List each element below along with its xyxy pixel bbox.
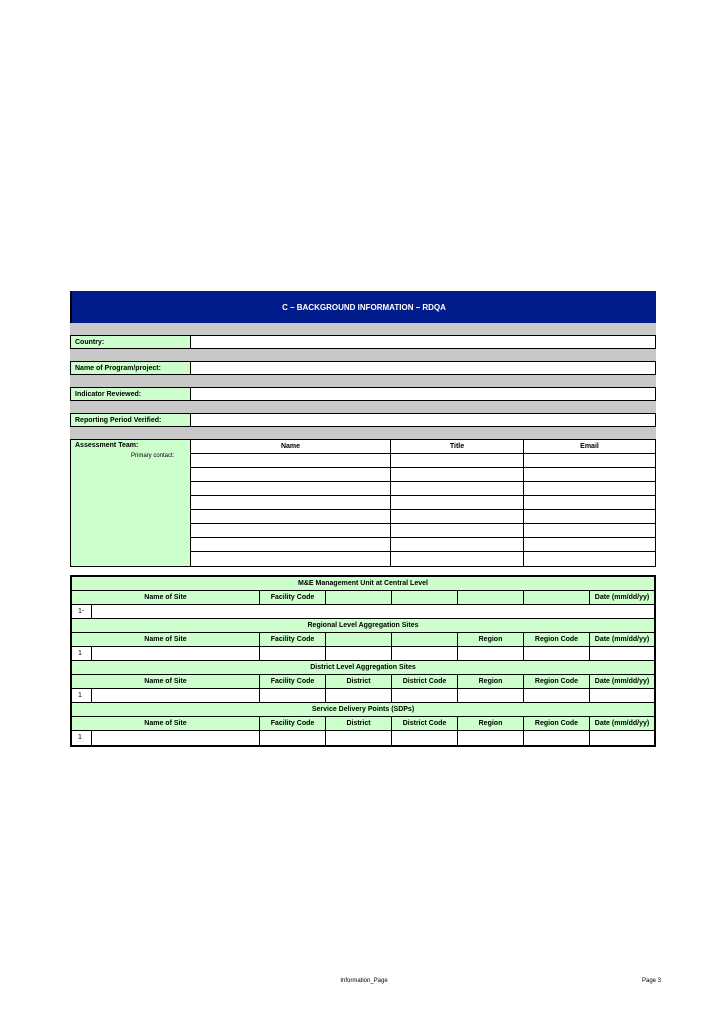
table-cell[interactable]: [92, 605, 654, 618]
program-row: [70, 361, 656, 375]
col-facility-code: Facility Code: [260, 717, 326, 730]
team-cell[interactable]: [191, 468, 391, 482]
team-cell[interactable]: [524, 496, 655, 510]
table-cell[interactable]: [92, 647, 260, 660]
table-cell[interactable]: [326, 731, 392, 745]
country-row: [70, 335, 656, 349]
table-row: [72, 689, 654, 703]
team-cell[interactable]: [191, 552, 391, 566]
section-title-district: District Level Aggregation Sites: [72, 661, 654, 675]
table-cell[interactable]: [590, 689, 654, 702]
team-cell[interactable]: [391, 552, 524, 566]
row-number: 1: [72, 689, 92, 702]
col-region: Region: [458, 633, 524, 646]
team-cell[interactable]: [524, 454, 655, 468]
col-facility-code: Facility Code: [260, 591, 326, 604]
team-cell[interactable]: [524, 538, 655, 552]
country-input[interactable]: [191, 336, 655, 348]
header-row: [72, 591, 654, 605]
table-cell[interactable]: [260, 731, 326, 745]
footer-sheet-name: Information_Page: [340, 978, 388, 984]
col-district: District: [326, 675, 392, 688]
team-cell[interactable]: [191, 524, 391, 538]
section-title-regional: Regional Level Aggregation Sites: [72, 619, 654, 633]
team-cell[interactable]: [191, 538, 391, 552]
table-row: [72, 647, 654, 661]
team-cell[interactable]: [524, 524, 655, 538]
reporting-period-row: [70, 413, 656, 427]
table-row: [72, 731, 654, 745]
separator: [70, 375, 656, 387]
row-number: 1: [72, 647, 92, 660]
row-number: 1: [72, 731, 92, 745]
assessment-team-label-cell: [71, 440, 191, 566]
header-row: [72, 717, 654, 731]
header-row: [72, 675, 654, 689]
team-cell[interactable]: [391, 538, 524, 552]
team-cell[interactable]: [191, 510, 391, 524]
assessment-team-grid: [191, 440, 655, 566]
table-cell[interactable]: [260, 647, 326, 660]
col-name-of-site: Name of Site: [72, 675, 260, 688]
col-blank: [326, 591, 392, 604]
team-cell[interactable]: [191, 482, 391, 496]
section-title-central: M&E Management Unit at Central Level: [72, 577, 654, 591]
separator: [70, 427, 656, 439]
team-cell[interactable]: [391, 496, 524, 510]
team-col-email: Email: [524, 440, 655, 454]
table-cell[interactable]: [458, 647, 524, 660]
team-cell[interactable]: [391, 454, 524, 468]
col-blank: [392, 633, 458, 646]
col-region: Region: [458, 717, 524, 730]
col-blank: [392, 591, 458, 604]
table-cell[interactable]: [524, 689, 590, 702]
table-cell[interactable]: [590, 731, 654, 745]
assessment-team-label: Assessment Team:: [75, 442, 139, 449]
col-name-of-site: Name of Site: [72, 591, 260, 604]
country-label: Country:: [71, 336, 191, 348]
table-cell[interactable]: [392, 689, 458, 702]
team-cell[interactable]: [524, 552, 655, 566]
primary-contact-label: Primary contact:: [131, 453, 175, 459]
team-col-title: Title: [391, 440, 524, 454]
assessment-team-block: [70, 439, 656, 567]
table-cell[interactable]: [458, 689, 524, 702]
col-date: Date (mm/dd/yy): [594, 636, 650, 643]
col-blank: [326, 633, 392, 646]
col-blank: [524, 591, 590, 604]
col-district: District: [326, 717, 392, 730]
section-title-sdp: Service Delivery Points (SDPs): [72, 703, 654, 717]
team-col-name: Name: [191, 440, 391, 454]
team-cell[interactable]: [391, 482, 524, 496]
table-cell[interactable]: [326, 689, 392, 702]
indicator-row: [70, 387, 656, 401]
team-cell[interactable]: [524, 482, 655, 496]
col-name-of-site: Name of Site: [72, 717, 260, 730]
indicator-label: Indicator Reviewed:: [71, 388, 191, 400]
col-facility-code: Facility Code: [260, 633, 326, 646]
separator: [70, 401, 656, 413]
table-cell[interactable]: [392, 731, 458, 745]
table-cell[interactable]: [92, 731, 260, 745]
table-cell[interactable]: [260, 689, 326, 702]
table-cell[interactable]: [326, 647, 392, 660]
team-cell[interactable]: [524, 510, 655, 524]
table-cell[interactable]: [524, 731, 590, 745]
sheet-title: C – BACKGROUND INFORMATION – RDQA: [70, 291, 656, 323]
background-information-sheet: [70, 291, 656, 747]
col-region: Region: [458, 675, 524, 688]
reporting-period-input[interactable]: [191, 414, 655, 426]
reporting-period-label: Reporting Period Verified:: [71, 414, 191, 426]
team-cell[interactable]: [391, 524, 524, 538]
col-facility-code: Facility Code: [260, 675, 326, 688]
team-cell[interactable]: [391, 510, 524, 524]
table-cell[interactable]: [458, 731, 524, 745]
col-name-of-site: Name of Site: [72, 633, 260, 646]
col-region-code: Region Code: [524, 717, 590, 730]
table-cell[interactable]: [524, 647, 590, 660]
separator: [70, 349, 656, 361]
col-date: Date (mm/dd/yy): [594, 720, 650, 727]
header-row: [72, 633, 654, 647]
col-district-code: District Code: [392, 717, 458, 730]
team-cell[interactable]: [191, 496, 391, 510]
col-region-code: Region Code: [524, 633, 590, 646]
indicator-input[interactable]: [191, 388, 655, 400]
team-cell[interactable]: [391, 468, 524, 482]
separator: [70, 323, 656, 335]
col-date: Date (mm/dd/yy): [594, 594, 650, 601]
program-label: Name of Program/project:: [71, 362, 191, 374]
table-cell[interactable]: [392, 647, 458, 660]
row-number: 1-: [72, 605, 92, 618]
table-cell[interactable]: [590, 647, 654, 660]
col-district-code: District Code: [392, 675, 458, 688]
col-region-code: Region Code: [524, 675, 590, 688]
table-cell[interactable]: [92, 689, 260, 702]
team-cell[interactable]: [191, 454, 391, 468]
sites-table: [70, 575, 656, 747]
program-input[interactable]: [191, 362, 655, 374]
team-cell[interactable]: [524, 468, 655, 482]
col-date: Date (mm/dd/yy): [594, 678, 650, 685]
footer-page-number: Page 3: [642, 978, 662, 984]
table-row: [72, 605, 654, 619]
col-blank: [458, 591, 524, 604]
